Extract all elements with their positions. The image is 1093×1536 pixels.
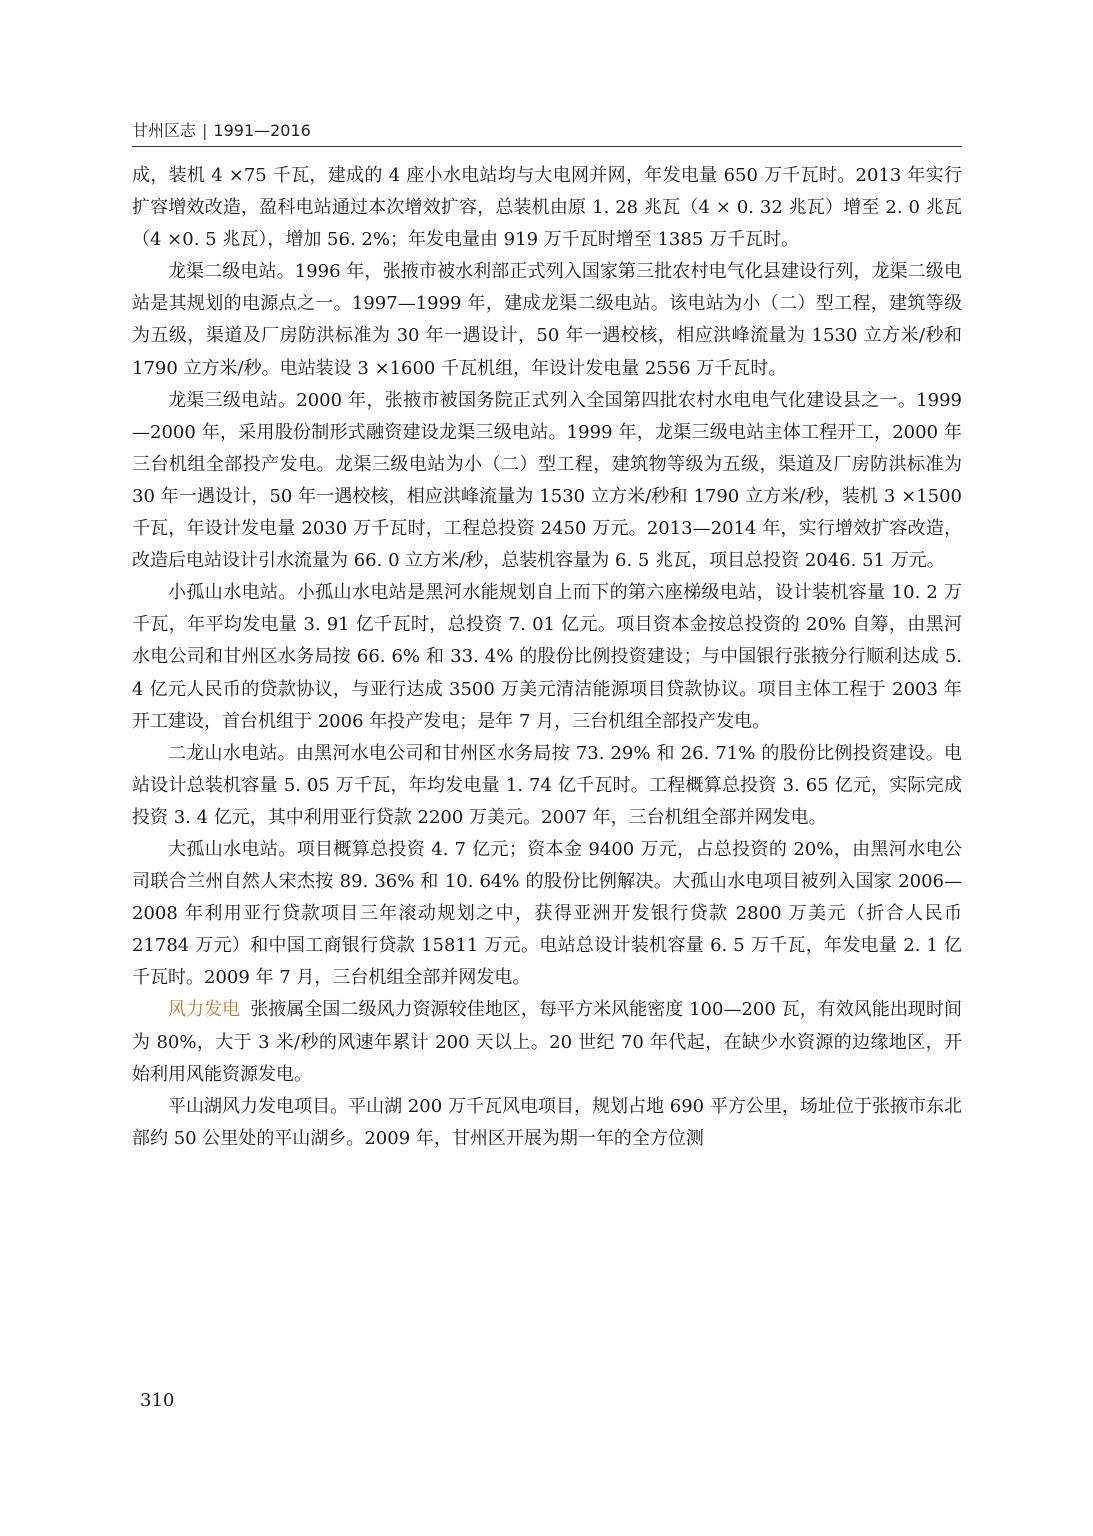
book-title: 甘州区志 [132, 121, 197, 140]
paragraph-2 [132, 256, 962, 384]
paragraph-4 [132, 577, 962, 737]
paragraph-1 [132, 160, 962, 256]
paragraph-text: 张掖属全国二级风力资源较佳地区，每平方米风能密度 100—200 瓦，有效风能出现时间为 80%，大于 3 米/秒的风速年累计 200 天以上。20 世纪 70 年代起，在缺少水资源的边缘地区，开始利用风能资源发电。 [132, 999, 963, 1085]
section-keyword: 风力发电 [168, 999, 241, 1021]
paragraph-6 [132, 834, 962, 994]
paragraph-text: 龙渠三级电站。2000 年，张掖市被国务院正式列入全国第四批农村水电电气化建设县之一。1999—2000 年，采用股份制形式融资建设龙渠三级电站。1999 年，龙渠三级电站主体工程开工，2000 年三台机组全部投产发电。龙渠三级电站为小（二）型工程，建筑物等级为五级，渠道及厂房防洪标准为 30 年一遇设计，50 年一遇校核，相应洪峰流量为 1530 立方米/秒和 1790 立方米/秒，装机 3 ×1500 千瓦，年设计发电量 2030 万千瓦时，工程总投资 2450 万元。2013—2014 年，实行增效扩容改造，改造后电站设计引水流量为 66. 0 立方米/秒，总装机容量为 6. 5 兆瓦，项目总投资 2046. 51 万元。 [132, 389, 962, 572]
paragraph-text: 成，装机 4 ×75 千瓦，建成的 4 座小水电站均与大电网并网，年发电量 650 万千瓦时。2013 年实行扩容增效改造，盈科电站通过本次增效扩容，总装机由原 1. 28 兆瓦（4 × 0. 32 兆瓦）增至 2. 0 兆瓦（4 ×0. 5 兆瓦），增加 56. 2%；年发电量由 919 万千瓦时增至 1385 万千瓦时。 [132, 165, 962, 251]
paragraph-text: 小孤山水电站。小孤山水电站是黑河水能规划自上而下的第六座梯级电站，设计装机容量 10. 2 万千瓦，年平均发电量 3. 91 亿千瓦时，总投资 7. 01 亿元。项目资本金按总投资的 20% 自筹，由黑河水电公司和甘州区水务局按 66. 6% 和 33. 4% 的股份比例投资建设；与中国银行张掖分行顺利达成 5. 4 亿元人民币的贷款协议，与亚行达成 3500 万美元清洁能源项目贷款协议。项目主体工程于 2003 年开工建设，首台机组于 2006 年投产发电；是年 7 月，三台机组全部投产发电。 [132, 582, 962, 732]
page-number: 310 [140, 1390, 175, 1411]
book-years: 1991—2016 [213, 121, 311, 140]
header-divider: | [202, 121, 208, 140]
paragraph-5 [132, 738, 962, 834]
body-text [132, 160, 962, 1155]
paragraph-text: 大孤山水电站。项目概算总投资 4. 7 亿元；资本金 9400 万元，占总投资的 20%，由黑河水电公司联合兰州自然人宋杰按 89. 36% 和 10. 64% 的股份比例解决。大孤山水电项目被列入国家 2006—2008 年利用亚行贷款项目三年滚动规划之中，获得亚洲开发银行贷款 2800 万美元（折合人民币 21784 万元）和中国工商银行贷款 15811 万元。电站总设计装机容量 6. 5 万千瓦，年发电量 2. 1 亿千瓦时。2009 年 7 月，三台机组全部并网发电。 [132, 838, 962, 989]
paragraph-text: 龙渠二级电站。1996 年，张掖市被水利部正式列入国家第三批农村电气化县建设行列，龙渠二级电站是其规划的电源点之一。1997—1999 年，建成龙渠二级电站。该电站为小（二）型工程，建筑等级为五级，渠道及厂房防洪标准为 30 年一遇设计，50 年一遇校核，相应洪峰流量为 1530 立方米/秒和 1790 立方米/秒。电站装设 3 ×1600 千瓦机组，年设计发电量 2556 万千瓦时。 [132, 261, 962, 379]
running-header [132, 118, 962, 147]
paragraph-text: 平山湖风力发电项目。平山湖 200 万千瓦风电项目，规划占地 690 平方公里，场址位于张掖市东北部约 50 公里处的平山湖乡。2009 年，甘州区开展为期一年的全方位测 [132, 1095, 962, 1149]
paragraph-7 [132, 994, 962, 1090]
paragraph-text: 二龙山水电站。由黑河水电公司和甘州区水务局按 73. 29% 和 26. 71% 的股份比例投资建设。电站设计总装机容量 5. 05 万千瓦，年均发电量 1. 74 亿千瓦时。工程概算总投资 3. 65 亿元，实际完成投资 3. 4 亿元，其中利用亚行贷款 2200 万美元。2007 年，三台机组全部并网发电。 [132, 742, 962, 828]
paragraph-3 [132, 385, 962, 578]
paragraph-8 [132, 1091, 962, 1155]
